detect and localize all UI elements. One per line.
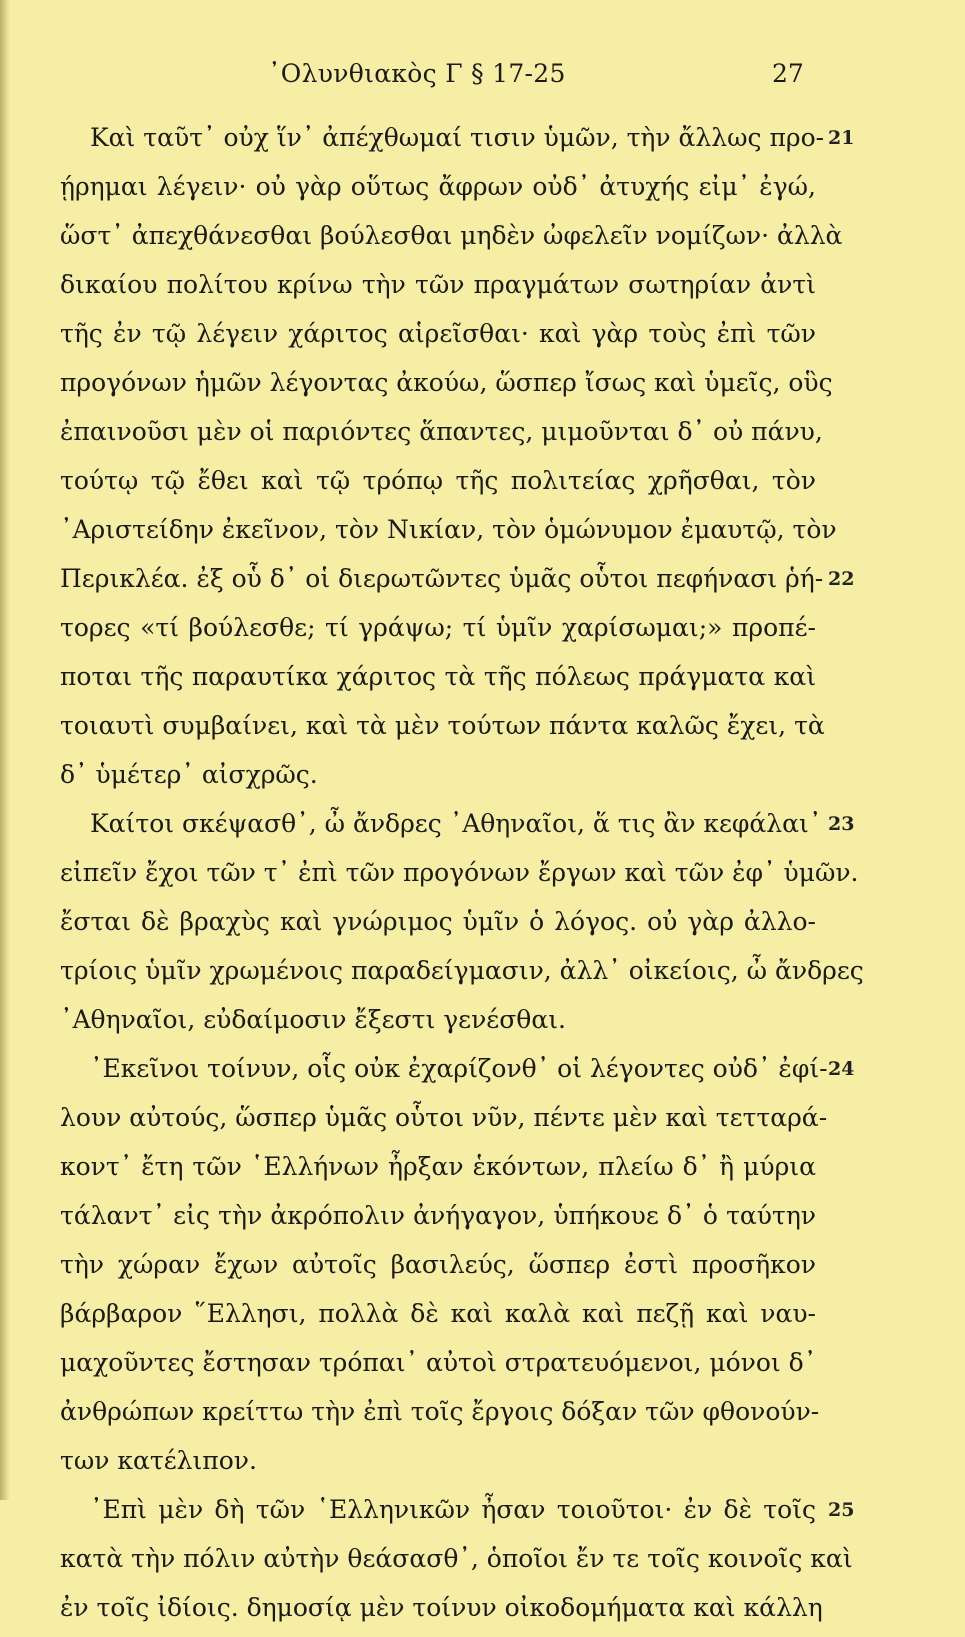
text-line — [60, 853, 859, 902]
line-text: κατὰ τὴν πόλιν αὐτὴν θεάσασθ᾽, ὁποῖοι ἔν τε τοῖς κοινοῖς καὶ — [60, 1544, 853, 1573]
text-line — [60, 363, 833, 412]
text-line — [60, 1196, 816, 1245]
text-line — [60, 1588, 823, 1637]
line-text: τορες «τί βούλεσθε; τί γράψω; τί ὑμῖν χαρίσωμαι;» προπέ- — [60, 613, 816, 642]
text-line — [60, 461, 816, 510]
line-text: ἀνθρώπων κρείττω τὴν ἐπὶ τοῖς ἔργοις δόξαν τῶν φθονούν- — [60, 1397, 820, 1426]
text-line — [60, 902, 816, 951]
line-text: τὴν χώραν ἔχων αὐτοῖς βασιλεύς, ὥσπερ ἐστὶ προσῆκον — [60, 1250, 816, 1279]
text-line — [60, 706, 825, 755]
line-text: ᾽Αριστείδην ἐκεῖνον, τὸν Νικίαν, τὸν ὁμώνυμον ἐμαυτῷ, τὸν — [60, 515, 837, 544]
line-text: δ᾽ ὑμέτερ᾽ αἰσχρῶς. — [60, 760, 318, 789]
line-text: τούτῳ τῷ ἔθει καὶ τῷ τρόπῳ τῆς πολιτείας χρῆσθαι, τὸν — [60, 466, 816, 495]
text-line — [60, 412, 823, 461]
line-text: ἐν τοῖς ἰδίοις. δημοσίᾳ μὲν τοίνυν οἰκοδομήματα καὶ κάλλη — [60, 1593, 823, 1622]
line-text: τοιαυτὶ συμβαίνει, καὶ τὰ μὲν τούτων πάντα καλῶς ἔχει, τὰ — [60, 711, 825, 740]
page-number: 27 — [772, 59, 804, 88]
text-line — [60, 1294, 816, 1343]
line-text: δικαίου πολίτου κρίνω τὴν τῶν πραγμάτων σωτηρίαν ἀντὶ — [60, 270, 816, 299]
line-text: Καὶ ταῦτ᾽ οὐχ ἵν᾽ ἀπέχθωμαί τισιν ὑμῶν, τὴν ἄλλως προ- — [90, 123, 825, 152]
section-number: 21 — [828, 127, 855, 149]
line-text: Περικλέα. ἐξ οὗ δ᾽ οἱ διερωτῶντες ὑμᾶς οὗτοι πεφήνασι ῥή- — [60, 564, 824, 593]
text-line — [60, 118, 855, 167]
line-text: ἐπαινοῦσι μὲν οἱ παριόντες ἅπαντες, μιμοῦνται δ᾽ οὐ πάνυ, — [60, 417, 823, 446]
line-text: ῄρημαι λέγειν· οὐ γὰρ οὕτως ἄφρων οὐδ᾽ ἀτυχής εἰμ᾽ ἐγώ, — [60, 172, 816, 201]
line-text: βάρβαρον ῞Ελλησι, πολλὰ δὲ καὶ καλὰ καὶ πεζῇ καὶ ναυ- — [60, 1299, 816, 1328]
line-text: λουν αὐτούς, ὥσπερ ὑμᾶς οὗτοι νῦν, πέντε μὲν καὶ τετταρά- — [60, 1103, 828, 1132]
line-text: ᾽Επὶ μὲν δὴ τῶν ῾Ελληνικῶν ἦσαν τοιοῦτοι· ἐν δὲ τοῖς — [90, 1495, 816, 1524]
line-text: κοντ᾽ ἔτη τῶν ῾Ελλήνων ἦρξαν ἑκόντων, πλείω δ᾽ ἢ μύρια — [60, 1152, 816, 1181]
text-line — [60, 216, 843, 265]
line-text: εἰπεῖν ἔχοι τῶν τ᾽ ἐπὶ τῶν προγόνων ἔργων καὶ τῶν ἐφ᾽ ὑμῶν. — [60, 858, 859, 887]
text-line — [60, 1392, 820, 1441]
text-line — [60, 1049, 855, 1098]
running-head — [0, 57, 965, 93]
line-text: των κατέλιπον. — [60, 1446, 257, 1475]
line-text: ποται τῆς παραυτίκα χάριτος τὰ τῆς πόλεως πράγματα καὶ — [60, 662, 816, 691]
line-text: ᾽Εκεῖνοι τοίνυν, οἷς οὐκ ἐχαρίζονθ᾽ οἱ λέγοντες οὐδ᾽ ἐφί- — [90, 1054, 828, 1083]
text-line — [60, 951, 864, 1000]
text-line — [60, 1245, 816, 1294]
text-line — [60, 510, 837, 559]
text-line — [60, 265, 816, 314]
line-text: μαχοῦντες ἔστησαν τρόπαι᾽ αὐτοὶ στρατευόμενοι, μόνοι δ᾽ — [60, 1348, 817, 1377]
greek-text-body — [60, 118, 864, 1637]
text-line — [60, 1441, 816, 1490]
text-line — [60, 657, 816, 706]
section-number: 25 — [828, 1499, 855, 1521]
text-line — [60, 804, 855, 853]
line-text: τρίοις ὑμῖν χρωμένοις παραδείγμασιν, ἀλλ᾽ οἰκείοις, ὦ ἄνδρες — [60, 956, 864, 985]
text-line — [60, 1343, 816, 1392]
text-line — [60, 608, 816, 657]
text-line — [60, 1147, 816, 1196]
section-number: 23 — [828, 813, 855, 835]
text-line — [60, 1490, 855, 1539]
line-text: ᾽Αθηναῖοι, εὐδαίμοσιν ἔξεστι γενέσθαι. — [60, 1005, 566, 1034]
text-line — [60, 1098, 828, 1147]
page-spine-shadow — [0, 0, 10, 1500]
text-line — [60, 1539, 853, 1588]
text-line — [60, 559, 855, 608]
text-line — [60, 167, 816, 216]
line-text: ὥστ᾽ ἀπεχθάνεσθαι βούλεσθαι μηδὲν ὠφελεῖν νομίζων· ἀλλὰ — [60, 221, 843, 250]
line-text: ἔσται δὲ βραχὺς καὶ γνώριμος ὑμῖν ὁ λόγος. οὐ γὰρ ἀλλο- — [60, 907, 816, 936]
text-line — [60, 755, 816, 804]
section-number: 24 — [828, 1058, 855, 1080]
line-text: τάλαντ᾽ εἰς τὴν ἀκρόπολιν ἀνήγαγον, ὑπήκουε δ᾽ ὁ ταύτην — [60, 1201, 816, 1230]
text-line — [60, 1000, 816, 1049]
line-text: προγόνων ἡμῶν λέγοντας ἀκούω, ὥσπερ ἴσως καὶ ὑμεῖς, οὓς — [60, 368, 833, 397]
text-line — [60, 314, 816, 363]
line-text: τῆς ἐν τῷ λέγειν χάριτος αἱρεῖσθαι· καὶ γὰρ τοὺς ἐπὶ τῶν — [60, 319, 816, 348]
section-number: 22 — [828, 568, 855, 590]
line-text: Καίτοι σκέψασθ᾽, ὦ ἄνδρες ᾽Αθηναῖοι, ἅ τις ἂν κεφάλαι᾽ — [90, 809, 822, 838]
running-title: ᾽Ολυνθιακὸς Γ § 17-25 — [268, 59, 566, 88]
